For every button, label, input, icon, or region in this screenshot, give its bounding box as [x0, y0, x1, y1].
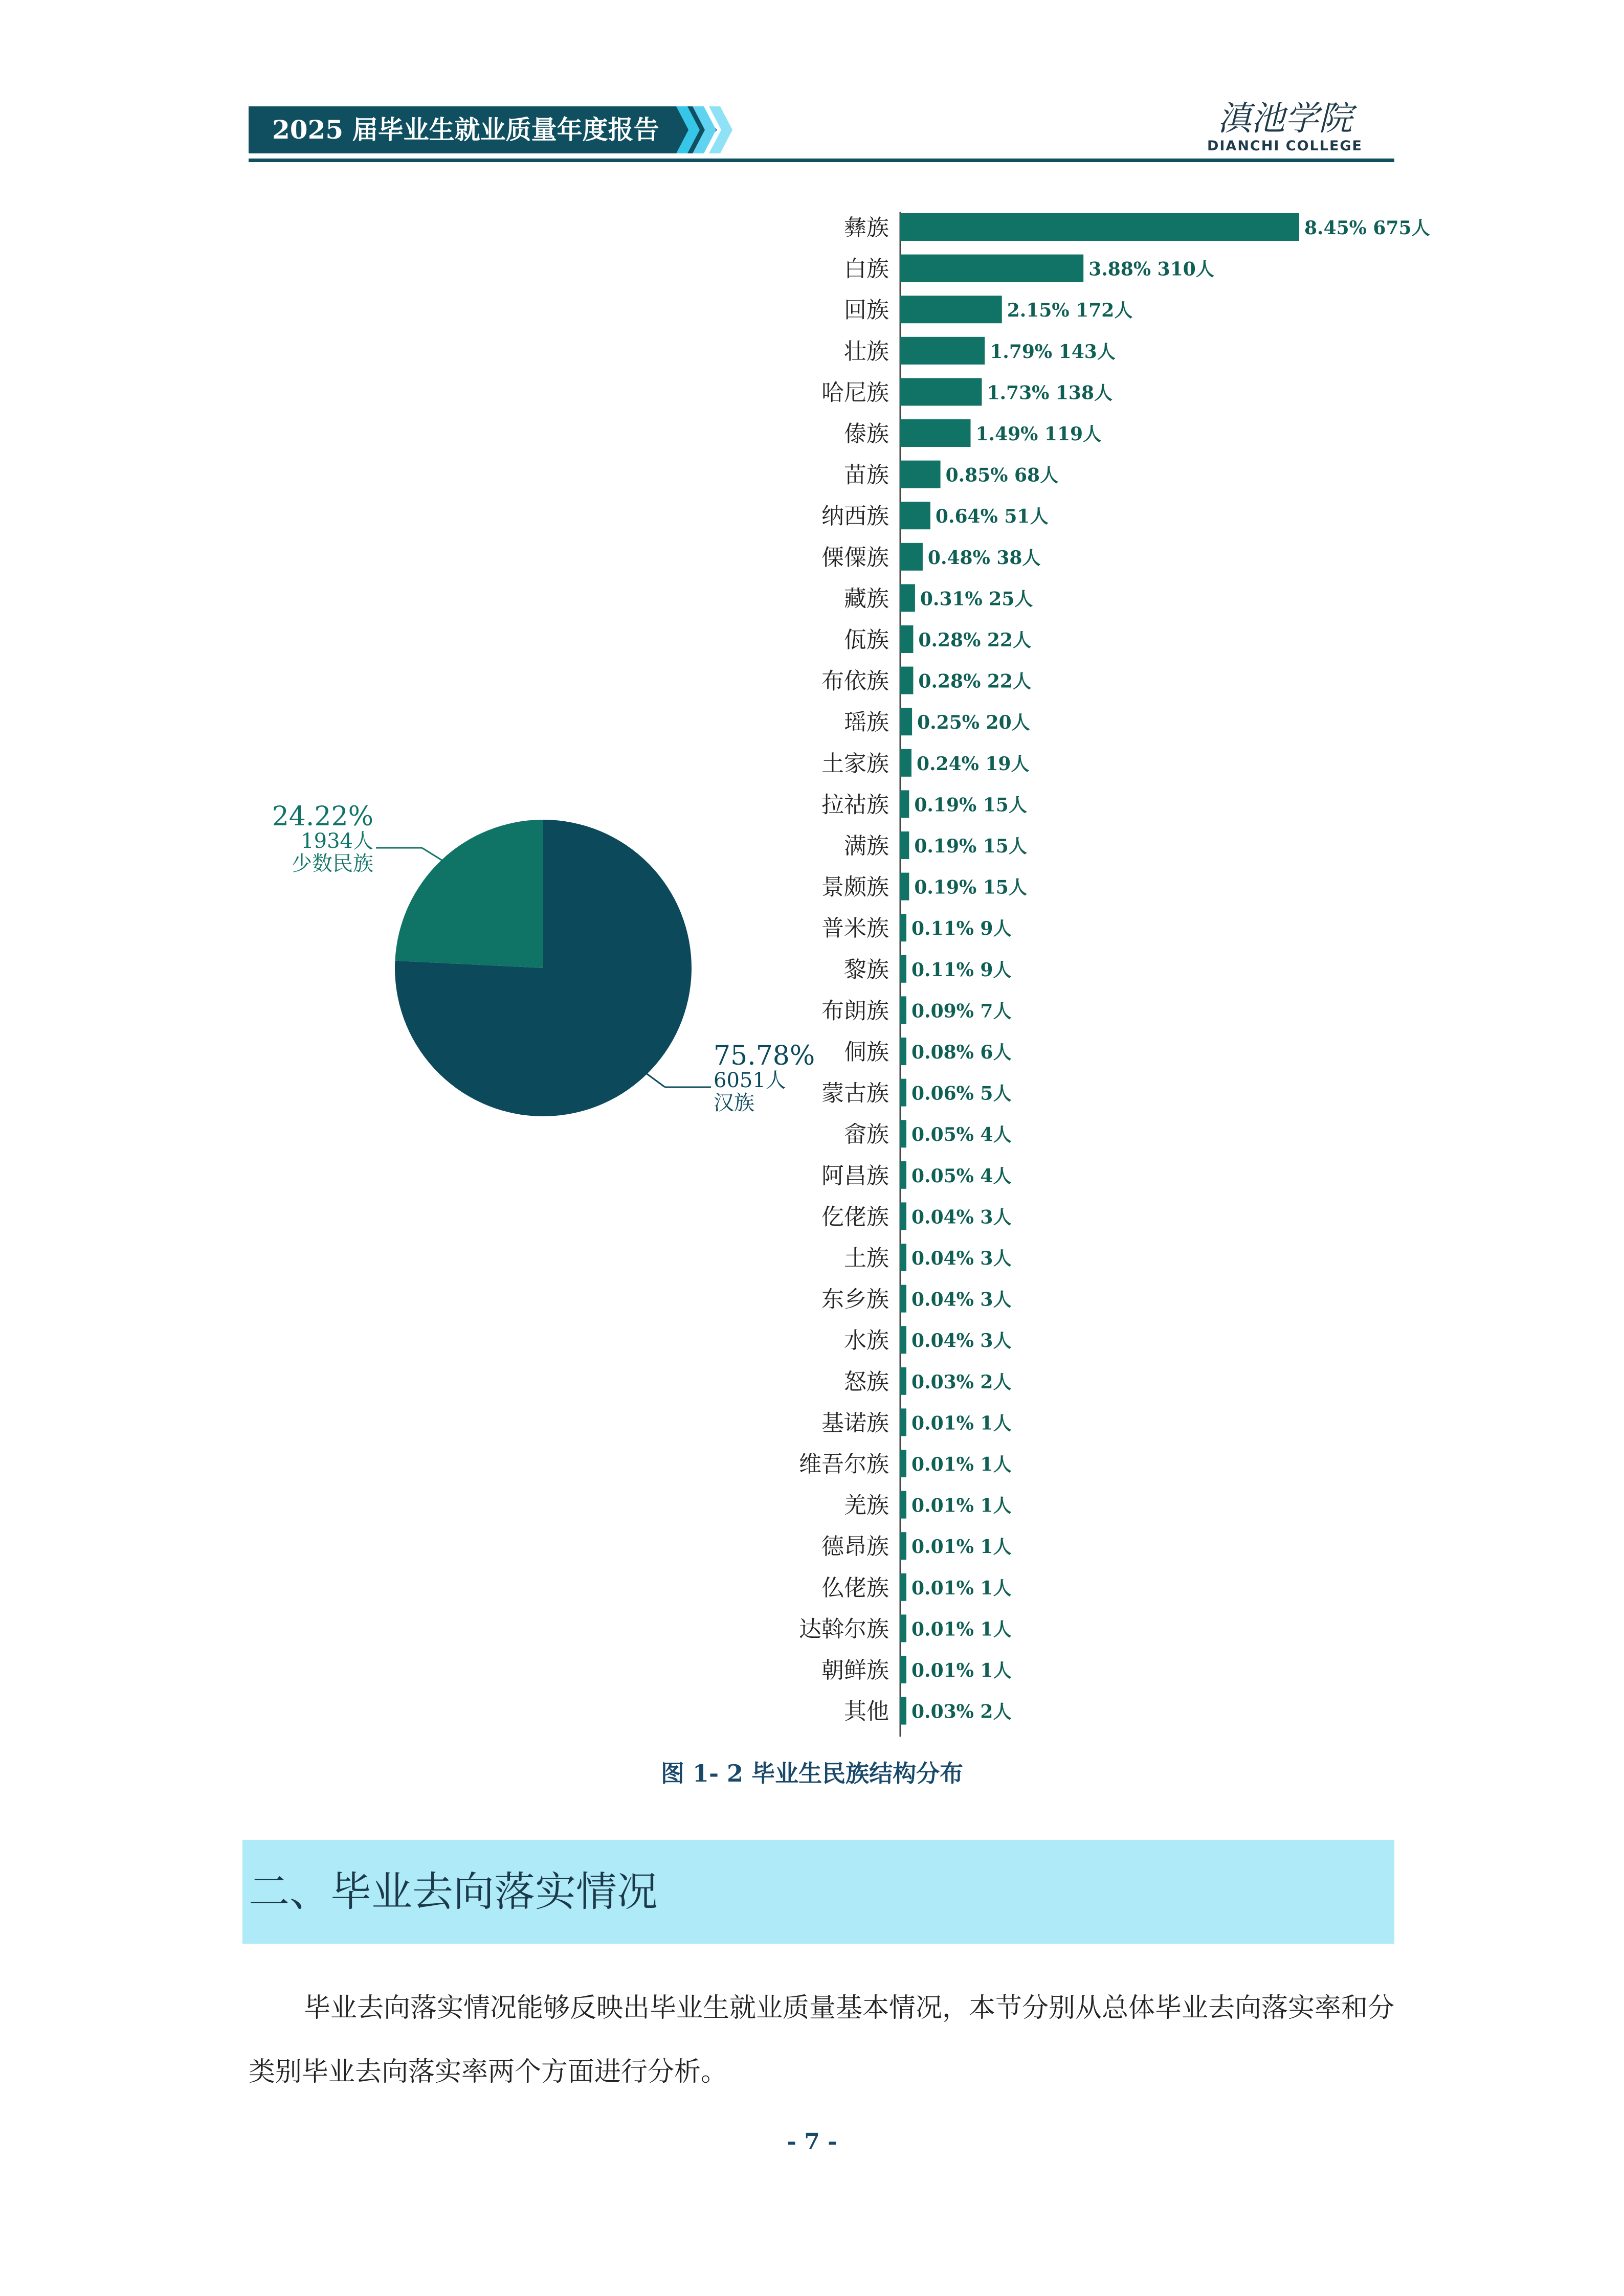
report-title: 2025 届毕业生就业质量年度报告: [272, 115, 659, 145]
category-label: 黎族: [844, 956, 889, 983]
bar-17: [900, 873, 909, 901]
data-label: 0.04% 3人: [911, 1289, 1012, 1311]
category-label: 水族: [844, 1327, 889, 1354]
category-label: 纳西族: [821, 503, 889, 530]
data-label: 0.19% 15人: [914, 794, 1027, 816]
category-label: 畲族: [844, 1121, 889, 1148]
pie-label-name: 汉族: [714, 1091, 754, 1115]
bar-10: [900, 584, 915, 612]
category-label: 仡佬族: [821, 1204, 889, 1230]
category-label: 傈僳族: [821, 544, 889, 571]
data-label: 2.15% 172人: [1007, 300, 1133, 322]
category-label: 普米族: [821, 915, 889, 942]
page-number: - 7 -: [787, 2129, 837, 2155]
data-label: 0.05% 4人: [911, 1165, 1012, 1187]
data-label: 1.79% 143人: [990, 341, 1116, 363]
bar-30: [900, 1408, 906, 1436]
data-label: 1.49% 119人: [975, 423, 1102, 445]
pie-label-count: 6051人: [714, 1069, 786, 1092]
data-label: 0.85% 68人: [945, 464, 1059, 486]
category-label: 基诺族: [821, 1410, 889, 1436]
category-label: 傣族: [844, 421, 889, 447]
bar-25: [900, 1202, 906, 1230]
data-label: 0.04% 3人: [911, 1206, 1012, 1228]
category-label: 拉祜族: [821, 792, 889, 818]
bar-19: [900, 955, 906, 983]
bar-2: [900, 255, 1083, 282]
bar-36: [900, 1656, 906, 1683]
figure-caption: 图 1- 2 毕业生民族结构分布: [660, 1760, 964, 1787]
bar-21: [900, 1038, 906, 1065]
category-label: 满族: [844, 833, 889, 859]
category-label: 仫佬族: [821, 1574, 889, 1601]
data-label: 0.25% 20人: [917, 712, 1030, 734]
category-label: 蒙古族: [821, 1080, 889, 1107]
category-label: 景颇族: [821, 874, 889, 901]
category-label: 佤族: [844, 627, 889, 653]
data-label: 0.31% 25人: [920, 588, 1033, 610]
bar-32: [900, 1491, 906, 1519]
bar-12: [900, 667, 913, 694]
bar-11: [900, 625, 913, 653]
data-label: 0.03% 2人: [911, 1701, 1012, 1723]
section-title: 二、毕业去向落实情况: [249, 1868, 658, 1916]
data-label: 0.06% 5人: [911, 1083, 1012, 1105]
section-paragraph: 毕业去向落实情况能够反映出毕业生就业质量基本情况，本节分别从总体毕业去向落实率和分类别毕业去向落实率两个方面进行分析。: [249, 1993, 1395, 2087]
bar-26: [900, 1244, 906, 1271]
category-label: 瑶族: [844, 709, 889, 736]
category-label: 土族: [844, 1245, 889, 1271]
category-label: 苗族: [844, 462, 889, 488]
category-label: 藏族: [844, 586, 889, 612]
bar-22: [900, 1079, 906, 1107]
bar-37: [900, 1697, 906, 1725]
pie-slice-minority: [395, 820, 543, 968]
pie-label-percent: 24.22%: [272, 801, 373, 832]
data-label: 0.01% 1人: [911, 1495, 1012, 1517]
bar-16: [900, 831, 909, 859]
data-label: 1.73% 138人: [987, 382, 1113, 404]
category-label: 侗族: [844, 1039, 889, 1065]
data-label: 0.09% 7人: [911, 1000, 1012, 1022]
bar-6: [900, 419, 971, 447]
data-label: 0.01% 1人: [911, 1660, 1012, 1681]
bar-3: [900, 296, 1002, 323]
category-label: 维吾尔族: [799, 1451, 889, 1477]
category-label: 东乡族: [821, 1286, 889, 1313]
pie-label-count: 1934人: [301, 829, 373, 853]
bar-13: [900, 708, 912, 735]
data-label: 0.01% 1人: [911, 1536, 1012, 1558]
bar-5: [900, 378, 982, 406]
category-label: 其他: [844, 1698, 889, 1725]
category-label: 白族: [844, 256, 889, 282]
data-label: 0.04% 3人: [911, 1330, 1012, 1352]
data-label: 0.01% 1人: [911, 1454, 1012, 1475]
category-label: 阿昌族: [821, 1162, 889, 1189]
category-label: 羌族: [844, 1492, 889, 1519]
bar-20: [900, 996, 906, 1024]
data-label: 0.64% 51人: [935, 506, 1049, 528]
data-label: 0.01% 1人: [911, 1577, 1012, 1599]
data-label: 0.19% 15人: [914, 836, 1027, 857]
category-label: 布朗族: [821, 998, 889, 1024]
data-label: 0.48% 38人: [927, 547, 1041, 569]
leader-line: [646, 1073, 665, 1087]
leader-line: [422, 848, 445, 862]
category-label: 彝族: [844, 215, 889, 241]
data-label: 0.04% 3人: [911, 1248, 1012, 1269]
category-label: 怒族: [844, 1368, 889, 1395]
data-label: 0.19% 15人: [914, 876, 1027, 898]
data-label: 0.28% 22人: [918, 629, 1031, 651]
category-label: 朝鲜族: [821, 1657, 889, 1683]
bar-31: [900, 1450, 906, 1477]
bar-33: [900, 1532, 906, 1560]
bar-35: [900, 1614, 906, 1642]
bar-29: [900, 1367, 906, 1395]
category-label: 达斡尔族: [799, 1616, 889, 1642]
category-label: 布依族: [821, 668, 889, 694]
category-label: 回族: [844, 297, 889, 324]
data-label: 0.28% 22人: [918, 670, 1031, 692]
data-label: 0.01% 1人: [911, 1412, 1012, 1434]
bar-7: [900, 461, 941, 488]
bar-24: [900, 1161, 906, 1189]
category-label: 土家族: [821, 750, 889, 777]
data-label: 0.11% 9人: [911, 918, 1012, 940]
bar-14: [900, 749, 911, 777]
bar-28: [900, 1326, 906, 1354]
category-label: 壮族: [844, 338, 889, 365]
data-label: 3.88% 310人: [1088, 258, 1214, 280]
category-label: 德昂族: [821, 1534, 889, 1560]
bar-8: [900, 502, 930, 529]
category-label: 哈尼族: [821, 379, 889, 406]
data-label: 0.05% 4人: [911, 1124, 1012, 1146]
pie-label-name: 少数民族: [292, 852, 373, 875]
data-label: 0.24% 19人: [916, 753, 1030, 775]
data-label: 8.45% 675人: [1304, 217, 1430, 239]
bar-1: [900, 213, 1299, 241]
bar-15: [900, 790, 909, 818]
data-label: 0.01% 1人: [911, 1618, 1012, 1640]
bar-18: [900, 914, 906, 941]
bar-23: [900, 1120, 906, 1147]
logo-en-text: DIANCHI COLLEGE: [1207, 138, 1363, 154]
pie-label-percent: 75.78%: [714, 1041, 815, 1071]
data-label: 0.03% 2人: [911, 1371, 1012, 1393]
bar-27: [900, 1285, 906, 1313]
bar-9: [900, 543, 923, 571]
bar-34: [900, 1573, 906, 1601]
data-label: 0.08% 6人: [911, 1042, 1012, 1063]
data-label: 0.11% 9人: [911, 959, 1012, 981]
bar-4: [900, 337, 985, 365]
logo-cn-text: 滇池学院: [1217, 100, 1352, 138]
